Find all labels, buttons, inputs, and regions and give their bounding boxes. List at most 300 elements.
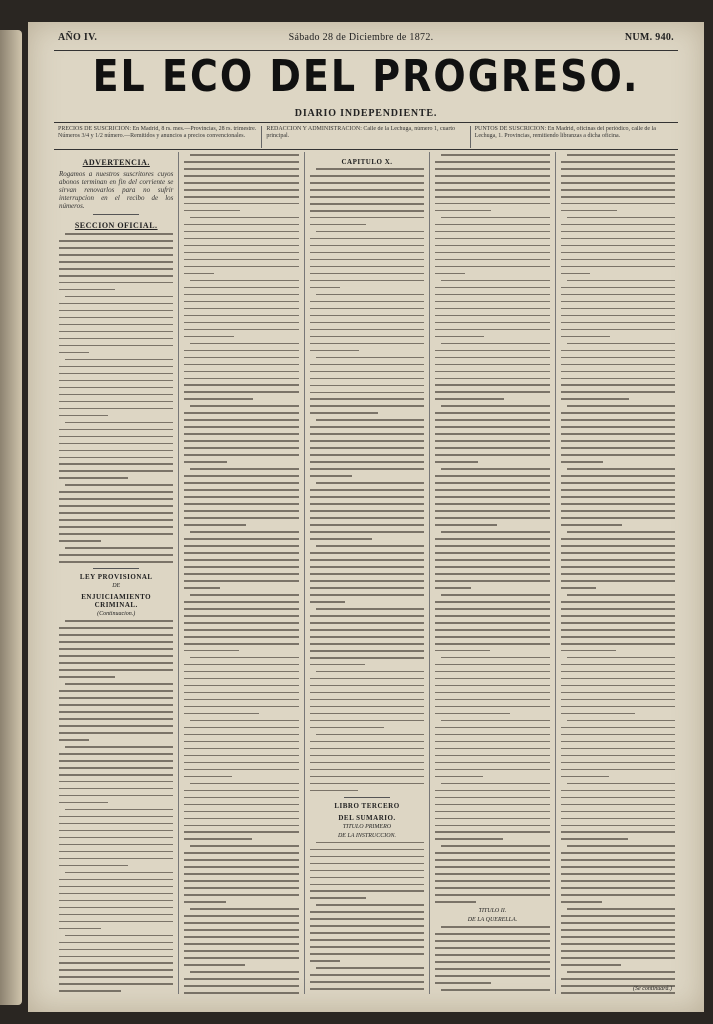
text-line xyxy=(561,419,675,421)
text-line xyxy=(59,282,173,284)
text-line xyxy=(435,273,465,275)
text-line xyxy=(561,364,675,366)
text-line xyxy=(435,538,549,540)
text-line xyxy=(561,412,675,414)
text-line xyxy=(310,622,424,624)
text-line xyxy=(59,739,89,741)
text-line xyxy=(59,767,173,769)
text-line xyxy=(184,692,298,694)
text-line xyxy=(561,978,675,980)
body-text-block xyxy=(561,154,675,994)
text-line xyxy=(435,412,549,414)
text-line xyxy=(561,922,675,924)
text-line xyxy=(310,510,424,512)
text-line xyxy=(310,329,424,331)
text-line xyxy=(184,873,298,875)
text-line xyxy=(65,547,173,549)
text-line xyxy=(561,454,675,456)
text-line xyxy=(316,168,424,170)
text-line xyxy=(567,908,675,910)
text-line xyxy=(310,350,359,352)
text-line xyxy=(561,371,675,373)
text-line xyxy=(310,440,424,442)
text-line xyxy=(435,741,549,743)
official-section-heading: SECCION OFICIAL. xyxy=(74,221,158,230)
text-line xyxy=(561,755,675,757)
text-line xyxy=(59,429,173,431)
text-line xyxy=(59,669,173,671)
text-line xyxy=(184,391,298,393)
text-line xyxy=(435,231,549,233)
text-line xyxy=(310,790,358,792)
text-line xyxy=(310,182,424,184)
text-line xyxy=(435,426,549,428)
text-line xyxy=(184,259,298,261)
text-line xyxy=(561,748,675,750)
text-line xyxy=(310,678,424,680)
text-line xyxy=(435,587,470,589)
text-line xyxy=(435,859,549,861)
text-line xyxy=(184,957,298,959)
text-line xyxy=(561,203,675,205)
text-line xyxy=(184,811,298,813)
text-line xyxy=(316,671,424,673)
text-line xyxy=(310,336,424,338)
text-line xyxy=(184,978,298,980)
text-line xyxy=(184,489,298,491)
text-line xyxy=(184,866,298,868)
text-line xyxy=(184,566,298,568)
newspaper-subtitle: DIARIO INDEPENDIENTE. xyxy=(294,108,438,119)
text-line xyxy=(184,985,298,987)
text-line xyxy=(435,203,549,205)
text-line xyxy=(59,914,173,916)
text-line xyxy=(561,433,675,435)
text-line xyxy=(435,734,549,736)
law-heading: LEY PROVISIONAL xyxy=(79,573,153,582)
text-line xyxy=(65,296,173,298)
text-line xyxy=(59,962,173,964)
text-line xyxy=(310,692,424,694)
text-line xyxy=(316,357,424,359)
text-line xyxy=(561,182,675,184)
text-line xyxy=(184,790,298,792)
text-line xyxy=(561,266,675,268)
text-line xyxy=(184,419,298,421)
text-line xyxy=(561,273,591,275)
text-line xyxy=(441,594,549,596)
text-line xyxy=(441,217,549,219)
text-line xyxy=(310,783,424,785)
text-line xyxy=(184,308,298,310)
law-continuation: (Continuacion.) xyxy=(97,611,136,618)
text-line xyxy=(190,217,298,219)
text-line xyxy=(435,873,549,875)
text-line xyxy=(561,482,675,484)
text-line xyxy=(435,552,549,554)
text-line xyxy=(316,545,424,547)
text-line xyxy=(190,343,298,345)
text-line xyxy=(184,671,298,673)
text-line xyxy=(310,503,424,505)
year-label: AÑO IV. xyxy=(58,32,98,43)
text-line xyxy=(435,566,549,568)
text-line xyxy=(561,811,675,813)
text-line xyxy=(59,352,89,354)
text-line xyxy=(561,894,675,896)
text-line xyxy=(435,713,509,715)
body-text-block xyxy=(59,620,173,994)
text-line xyxy=(59,505,173,507)
title-heading: TITULO PRIMERO xyxy=(342,823,392,830)
text-line xyxy=(59,788,173,790)
text-line xyxy=(435,797,549,799)
text-line xyxy=(561,315,675,317)
text-line xyxy=(184,545,298,547)
text-line xyxy=(435,804,549,806)
text-line xyxy=(184,168,298,170)
text-line xyxy=(184,315,298,317)
text-line xyxy=(435,692,549,694)
text-line xyxy=(435,643,549,645)
text-line xyxy=(435,699,549,701)
text-line xyxy=(184,517,298,519)
text-line xyxy=(184,287,298,289)
text-line xyxy=(184,329,298,331)
text-line xyxy=(310,252,424,254)
text-line xyxy=(561,301,675,303)
text-line xyxy=(561,901,602,903)
advert-heading: ADVERTENCIA. xyxy=(82,158,150,167)
text-line xyxy=(310,741,424,743)
text-line xyxy=(310,524,424,526)
text-line xyxy=(59,858,173,860)
text-line xyxy=(310,713,424,715)
text-line xyxy=(435,866,549,868)
text-line xyxy=(190,280,298,282)
text-line xyxy=(561,957,675,959)
text-line xyxy=(561,664,675,666)
text-line xyxy=(310,175,424,177)
text-line xyxy=(59,781,173,783)
column-3 xyxy=(305,152,430,994)
book-subheading: DEL SUMARIO. xyxy=(338,813,396,822)
text-line xyxy=(59,655,173,657)
chapter-heading: CAPITULO X. xyxy=(341,158,393,166)
text-line xyxy=(561,831,675,833)
text-line xyxy=(435,461,477,463)
text-line xyxy=(59,519,173,521)
text-line xyxy=(310,755,424,757)
text-line xyxy=(184,838,252,840)
text-line xyxy=(561,336,610,338)
advert-text: Rogamos a nuestros suscritores cuyos abonos terminan en fin del corriente se sirvan renovarlos para no sufrir interrupcion en el recibo de los números. xyxy=(59,170,174,210)
text-line xyxy=(310,468,424,470)
text-line xyxy=(561,559,675,561)
text-line xyxy=(435,161,549,163)
text-line xyxy=(310,189,424,191)
text-line xyxy=(310,196,424,198)
text-line xyxy=(310,580,424,582)
masthead-topline xyxy=(58,32,674,48)
text-line xyxy=(310,727,384,729)
text-line xyxy=(310,447,424,449)
text-line xyxy=(59,844,173,846)
text-line xyxy=(59,310,173,312)
text-line xyxy=(310,461,424,463)
text-line xyxy=(435,629,549,631)
text-line xyxy=(184,461,226,463)
text-line xyxy=(190,657,298,659)
text-line xyxy=(435,357,549,359)
text-line xyxy=(310,426,424,428)
text-line xyxy=(184,552,298,554)
text-line xyxy=(184,964,245,966)
text-line xyxy=(435,294,549,296)
text-line xyxy=(310,939,424,941)
text-line xyxy=(184,818,298,820)
text-line xyxy=(59,380,173,382)
text-line xyxy=(184,950,298,952)
text-line xyxy=(59,561,173,563)
text-line xyxy=(184,482,298,484)
text-line xyxy=(59,247,173,249)
text-line xyxy=(435,975,549,977)
text-line xyxy=(561,168,675,170)
text-line xyxy=(59,865,128,867)
text-line xyxy=(310,280,424,282)
text-line xyxy=(184,559,298,561)
text-line xyxy=(59,886,173,888)
text-line xyxy=(310,918,424,920)
text-line xyxy=(441,468,549,470)
text-line xyxy=(184,175,298,177)
text-line xyxy=(435,371,549,373)
text-line xyxy=(184,741,298,743)
text-line xyxy=(435,384,549,386)
text-line xyxy=(310,364,424,366)
text-line xyxy=(184,182,298,184)
body-text-block xyxy=(310,842,424,994)
text-line xyxy=(310,538,372,540)
text-line xyxy=(561,329,675,331)
text-line xyxy=(561,294,675,296)
text-line xyxy=(184,273,214,275)
text-line xyxy=(190,783,298,785)
text-line xyxy=(184,573,298,575)
text-line xyxy=(435,894,549,896)
text-line xyxy=(441,783,549,785)
text-line xyxy=(435,947,549,949)
text-line xyxy=(184,755,298,757)
text-line xyxy=(65,233,173,235)
text-line xyxy=(441,720,549,722)
text-line xyxy=(310,699,424,701)
text-line xyxy=(435,685,549,687)
text-line xyxy=(435,440,549,442)
text-line xyxy=(310,877,424,879)
text-line xyxy=(184,992,298,994)
text-line xyxy=(316,967,424,969)
text-line xyxy=(435,510,549,512)
text-line xyxy=(435,748,549,750)
text-line xyxy=(435,811,549,813)
text-line xyxy=(310,636,424,638)
text-line xyxy=(441,989,549,991)
text-line xyxy=(310,615,424,617)
text-line xyxy=(59,900,173,902)
text-line xyxy=(59,338,173,340)
text-line xyxy=(435,482,549,484)
text-line xyxy=(567,217,675,219)
text-line xyxy=(561,873,675,875)
text-line xyxy=(65,620,173,622)
text-line xyxy=(561,252,675,254)
text-line xyxy=(184,587,219,589)
text-line xyxy=(561,503,675,505)
text-line xyxy=(184,189,298,191)
text-line xyxy=(310,343,424,345)
left-page-edge xyxy=(0,30,22,1005)
text-line xyxy=(184,475,298,477)
text-line xyxy=(184,769,298,771)
text-line xyxy=(184,727,298,729)
text-line xyxy=(310,308,424,310)
text-line xyxy=(59,408,173,410)
text-line xyxy=(310,863,424,865)
text-line xyxy=(310,287,340,289)
text-line xyxy=(310,315,424,317)
text-line xyxy=(435,852,549,854)
text-line xyxy=(435,615,549,617)
text-line xyxy=(561,671,675,673)
text-line xyxy=(310,870,424,872)
text-line xyxy=(184,350,298,352)
text-line xyxy=(435,678,549,680)
text-line xyxy=(310,587,424,589)
text-line xyxy=(435,790,549,792)
text-line xyxy=(561,727,675,729)
text-line xyxy=(310,981,424,983)
text-line xyxy=(184,440,298,442)
text-line xyxy=(561,797,675,799)
text-line xyxy=(59,816,173,818)
text-line xyxy=(561,384,675,386)
text-line xyxy=(561,643,675,645)
text-line xyxy=(435,398,504,400)
text-line xyxy=(310,720,424,722)
text-line xyxy=(316,482,424,484)
text-line xyxy=(184,629,298,631)
text-line xyxy=(310,762,424,764)
text-line xyxy=(190,468,298,470)
text-line xyxy=(441,280,549,282)
text-line xyxy=(561,734,675,736)
text-line xyxy=(59,526,173,528)
text-line xyxy=(184,678,298,680)
text-line xyxy=(561,964,622,966)
text-line xyxy=(59,676,115,678)
text-line xyxy=(435,308,549,310)
separator xyxy=(93,214,139,215)
text-line xyxy=(435,580,549,582)
text-line xyxy=(561,887,675,889)
law-heading-2: ENJUICIAMIENTO CRIMINAL. xyxy=(81,593,152,610)
text-line xyxy=(435,601,549,603)
text-line xyxy=(561,538,675,540)
text-line xyxy=(184,831,298,833)
text-line xyxy=(435,664,549,666)
text-line xyxy=(435,706,549,708)
text-line xyxy=(567,154,675,156)
text-line xyxy=(561,322,675,324)
text-line xyxy=(561,461,603,463)
text-line xyxy=(59,401,173,403)
text-line xyxy=(59,540,101,542)
text-line xyxy=(441,845,549,847)
text-line xyxy=(184,608,298,610)
text-line xyxy=(184,852,298,854)
text-line xyxy=(59,976,173,978)
column-2 xyxy=(179,152,304,994)
text-line xyxy=(184,503,298,505)
text-line xyxy=(59,969,173,971)
text-line xyxy=(310,301,424,303)
text-line xyxy=(184,859,298,861)
text-line xyxy=(561,685,675,687)
text-line xyxy=(435,769,549,771)
text-line xyxy=(184,622,298,624)
text-line xyxy=(435,573,549,575)
text-line xyxy=(310,748,424,750)
text-line xyxy=(310,573,424,575)
text-line xyxy=(59,921,173,923)
text-line xyxy=(441,343,549,345)
text-line xyxy=(561,475,675,477)
text-line xyxy=(184,357,298,359)
text-line xyxy=(561,936,675,938)
text-line xyxy=(561,678,675,680)
text-line xyxy=(59,498,173,500)
text-line xyxy=(59,983,173,985)
text-line xyxy=(310,897,366,899)
text-line xyxy=(184,699,298,701)
text-line xyxy=(441,926,549,928)
text-line xyxy=(59,697,173,699)
text-line xyxy=(59,851,173,853)
text-line xyxy=(561,398,630,400)
text-line xyxy=(561,838,629,840)
text-line xyxy=(59,387,173,389)
text-line xyxy=(561,762,675,764)
text-line xyxy=(184,496,298,498)
text-line xyxy=(435,755,549,757)
text-line xyxy=(184,294,298,296)
text-line xyxy=(310,385,424,387)
text-line xyxy=(184,929,298,931)
text-line xyxy=(310,988,424,990)
text-line xyxy=(310,245,424,247)
text-line xyxy=(310,706,424,708)
text-line xyxy=(184,685,298,687)
text-line xyxy=(184,252,298,254)
text-line xyxy=(561,426,675,428)
subscription-prices: PRECIOS DE SUSCRICION: En Madrid, 8 rs. mes.—Provincias, 28 rs. trimestre. Números 3/4 y 1/2 número.—Remitidos y anuncios a precios convencionales. xyxy=(54,126,262,148)
text-line xyxy=(59,457,173,459)
text-line xyxy=(435,168,549,170)
text-line xyxy=(435,671,549,673)
text-line xyxy=(310,273,424,275)
